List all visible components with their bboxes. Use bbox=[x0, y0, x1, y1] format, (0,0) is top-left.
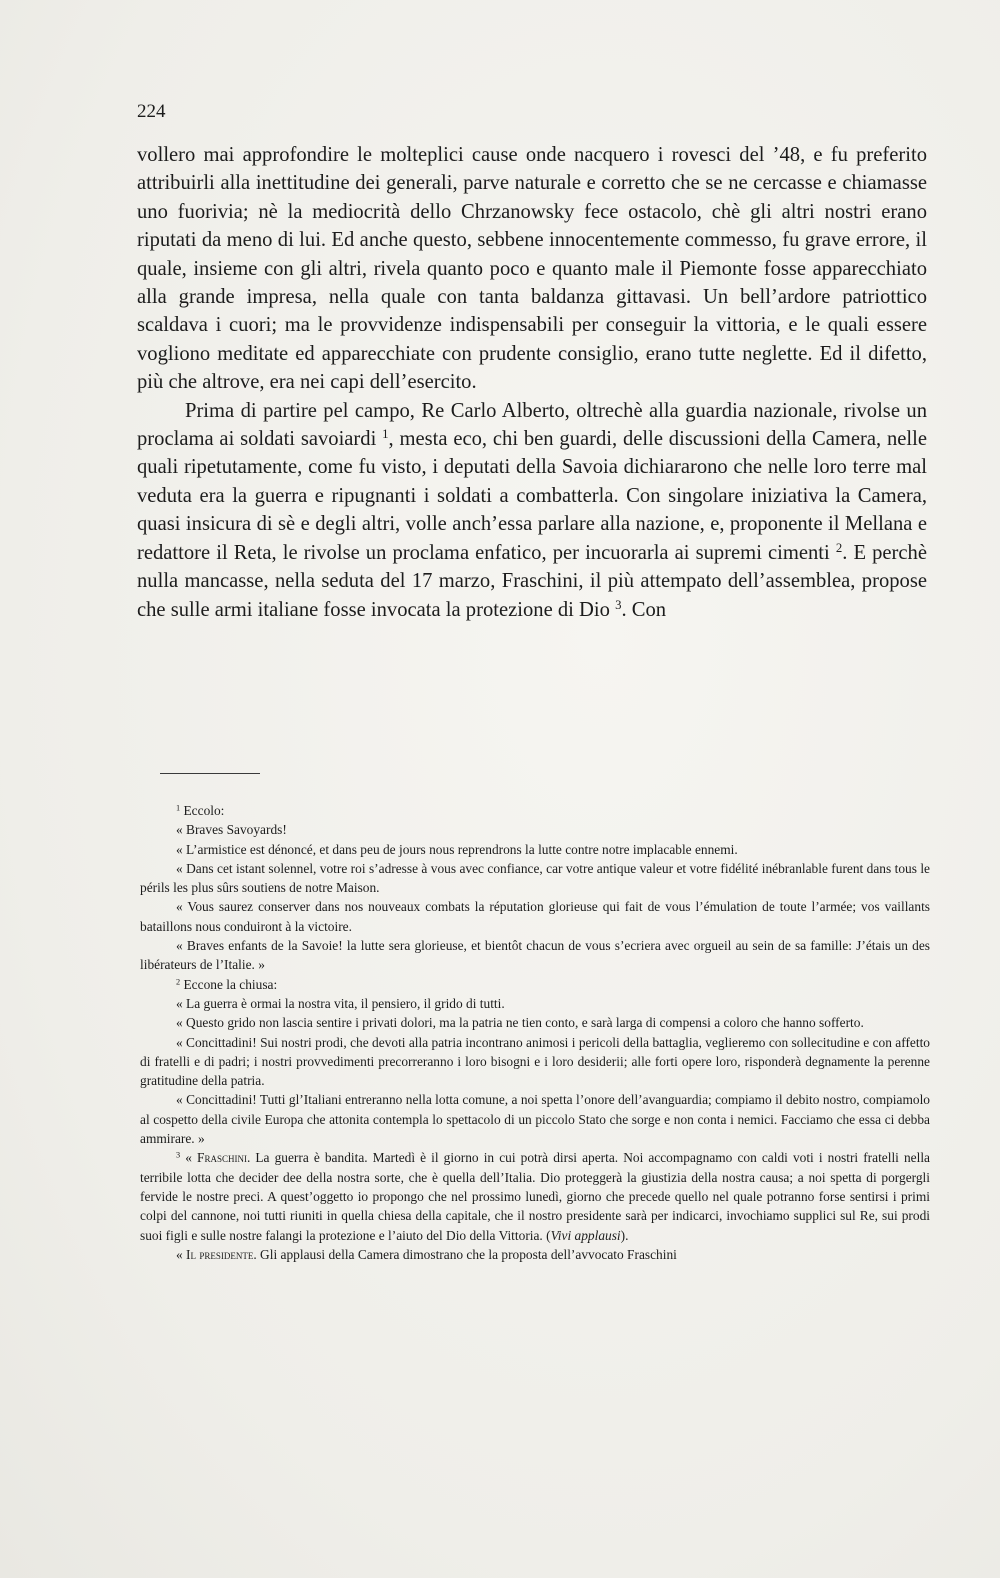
footnote-paragraph bbox=[140, 1033, 930, 1091]
text-segment: « bbox=[176, 1246, 187, 1262]
main-text bbox=[137, 141, 927, 624]
text-segment: Il presidente. bbox=[186, 1246, 257, 1262]
footnotes bbox=[140, 801, 930, 1264]
footnote-marker: 2 bbox=[835, 540, 843, 555]
text-segment: Vivi applausi bbox=[550, 1227, 621, 1243]
footnote-paragraph bbox=[140, 859, 930, 898]
text-segment: ). bbox=[620, 1227, 629, 1243]
footnote-paragraph bbox=[140, 840, 930, 859]
footnote-paragraph bbox=[140, 897, 930, 936]
footnote-paragraph bbox=[140, 801, 930, 820]
footnote-marker: 3 bbox=[615, 597, 622, 612]
footnote-rule bbox=[160, 773, 260, 774]
footnote-paragraph bbox=[140, 820, 930, 839]
footnote-marker: 1 bbox=[176, 803, 181, 813]
footnote-paragraph bbox=[140, 994, 930, 1013]
text-segment: , mesta eco, chi ben guardi, delle discussioni della Camera, nelle quali ripetutamente, come fu visto, i deputati della Savoia dichiararono che nelle loro terre mal veduta era la guerra e ripugnanti i soldati a combatterla. Con singolare iniziativa la Camera, quasi insicura di sè e degli altri, volle anch’essa parlare alla nazione, e, proponente il Mellana e redattore il Reta, le rivolse un proclama enfatico, per incuorarla ai supremi cimenti bbox=[137, 428, 927, 564]
footnote-paragraph bbox=[140, 1013, 930, 1032]
text-segment: « La guerra è ormai la nostra vita, il pensiero, il grido di tutti. bbox=[176, 995, 505, 1011]
text-segment: « Braves Savoyards! bbox=[176, 822, 287, 838]
text-segment: « Vous saurez conserver dans nos nouveaux combats la réputation glorieuse qui fait de vous l’émulation de toute l’armée; vos vaillants bataillons nous conduiront à la victoire. bbox=[140, 899, 930, 934]
page-number: 224 bbox=[137, 101, 166, 122]
text-segment: Fraschini. bbox=[197, 1150, 251, 1166]
text-segment: Eccolo: bbox=[180, 803, 225, 818]
text-segment: « Dans cet istant solennel, votre roi s’adresse à vous avec confiance, car votre antique valeur et votre fidélité inébranlable furent dans tous le périls les plus sûrs soutiens de notre Maison. bbox=[140, 860, 930, 896]
text-segment: . E perchè nulla mancasse, nella seduta del 17 marzo, Fraschini, il più attempato dell’assemblea, propose che sulle armi italiane fosse invocata la protezione di Dio bbox=[137, 541, 927, 621]
text-segment: « bbox=[180, 1150, 197, 1166]
text-segment: Prima di partire pel campo, Re Carlo Alberto, oltrechè alla guardia nazionale, rivolse un proclama ai soldati savoiardi bbox=[137, 399, 927, 451]
footnote-paragraph bbox=[140, 1148, 930, 1244]
text-segment: . Con bbox=[621, 598, 667, 621]
body-paragraph bbox=[137, 397, 927, 624]
text-segment: vollero mai approfondire le molteplici cause onde nacquero i rovesci del ’48, e fu preferito attribuirli alla inettitudine dei generali, parve naturale e corretto che se ne cercasse e chiamasse uno fuorivia; nè la mediocrità dello Chrzanowsky fece ostacolo, chè gli altri nostri erano riputati da meno di lui. Ed anche questo, sebbene innocentemente commesso, fu grave errore, il quale, insieme con gli altri, rivela quanto poco e quanto male il Piemonte fosse apparecchiato alla grande impresa, nella quale con tanta baldanza gittavasi. Un bell’ardore patriottico scaldava i cuori; ma le provvidenze indispensabili per conseguir la vittoria, e le quali essere vogliono meditate ed apparecchiate con prudente consiglio, erano tutte neglette. Ed il difetto, più che altrove, era nei capi dell’esercito. bbox=[137, 144, 927, 394]
text-segment: « Questo grido non lascia sentire i privati dolori, ma la patria ne tien conto, e sarà larga di compensi a coloro che hanno sofferto. bbox=[176, 1015, 864, 1031]
footnote-paragraph bbox=[140, 1090, 930, 1148]
text-segment: « Concittadini! Tutti gl’Italiani entreranno nella lotta comune, a noi spetta l’onore dell’avanguardia; compiamo il debito nostro, compiamolo al cospetto della civile Europa che attonita contempla lo spettacolo di un piccolo Stato che sorge e non conta i nemici. Facciamo che essa ci debba ammirare. » bbox=[140, 1092, 930, 1147]
text-segment: « Braves enfants de la Savoie! la lutte sera glorieuse, et bientôt chacun de vous s’ecriera avec orgueil au sein de sa famille: J’étais un des libérateurs de l’Italie. » bbox=[140, 938, 930, 973]
text-segment: Eccone la chiusa: bbox=[180, 976, 278, 992]
footnote-paragraph bbox=[140, 936, 930, 975]
text-segment: « L’armistice est dénoncé, et dans peu de jours nous reprendrons la lutte contre notre implacable ennemi. bbox=[176, 841, 738, 857]
footnote-marker: 2 bbox=[176, 977, 181, 987]
text-segment: La guerra è bandita. Martedì è il giorno in cui potrà dirsi aperta. Noi accompagnamo con caldi voti i nostri fratelli nella terribile lotta che decider dee della nostra sorte, che è quella dell’Italia. Dio proteggerà la giustizia della nostra causa; a noi spetta di porgergli fervide le nostre preci. A quest’oggetto io propongo che nel prossimo lunedì, giorno che precede quello nel quale potranno forse sentirsi i primi colpi del cannone, noi tutti riuniti in quella chiesa della capitale, che il nostro presidente sarà per indicarci, invochiamo supplici sul Re, sui prodi suoi figli e sulle nostre falangi la protezione e l’aiuto del Dio della Vittoria. ( bbox=[140, 1150, 930, 1243]
footnote-paragraph bbox=[140, 1245, 930, 1264]
body-paragraph bbox=[137, 141, 927, 397]
footnote-marker: 3 bbox=[176, 1150, 181, 1160]
footnote-marker: 1 bbox=[382, 427, 389, 442]
text-segment: Gli applausi della Camera dimostrano che la proposta dell’avvocato Fraschini bbox=[256, 1246, 677, 1262]
footnote-paragraph bbox=[140, 975, 930, 994]
text-segment: « Concittadini! Sui nostri prodi, che devoti alla patria incontrano animosi i pericoli della battaglia, veglieremo con sollecitudine e con affetto di fratelli e di padri; i nostri provvedimenti precorreranno i loro bisogni e i loro desiderii; alle forti opere loro, risponderà degnamente la perenne gratitudine della patria. bbox=[140, 1034, 930, 1089]
